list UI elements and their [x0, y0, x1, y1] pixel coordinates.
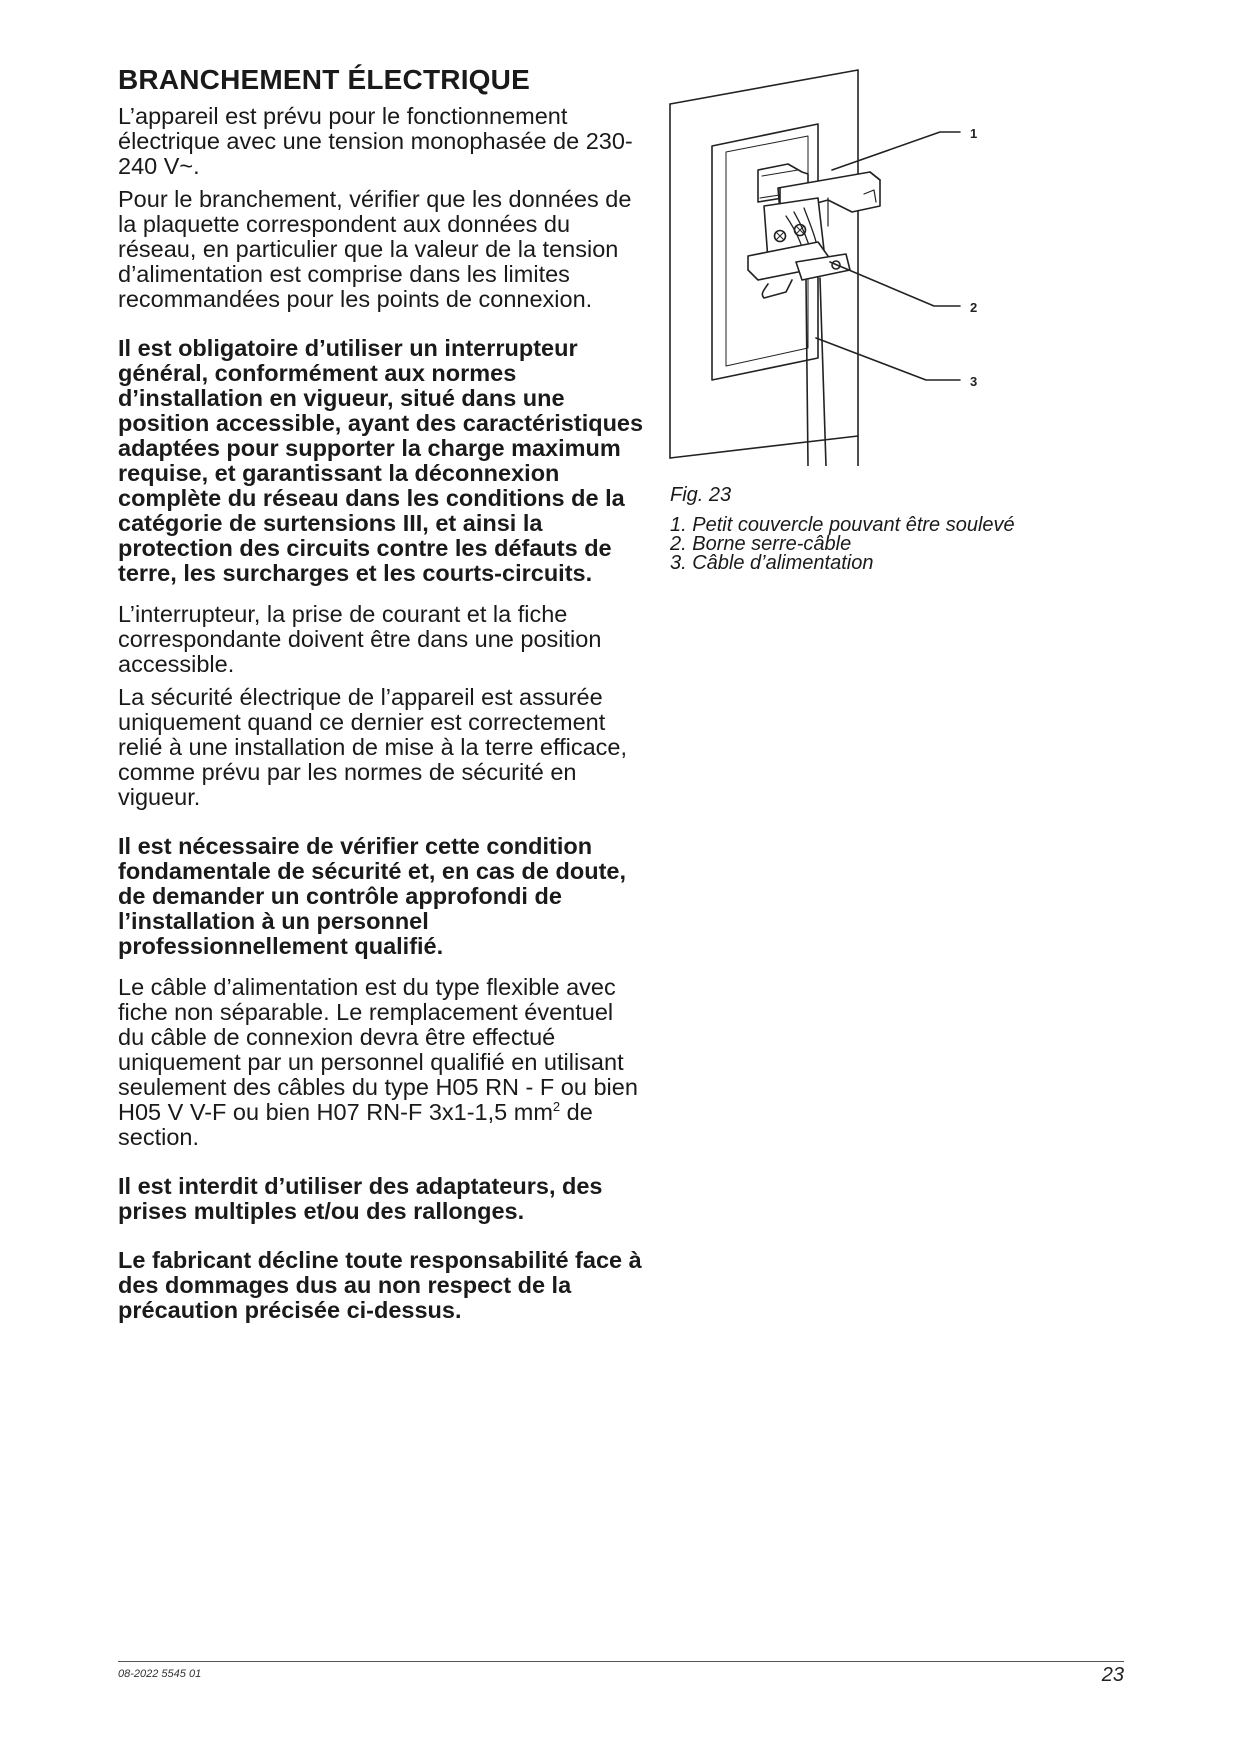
legend-item-3: 3. Câble d’alimentation — [670, 552, 874, 574]
callout-3: 3 — [970, 374, 978, 389]
paragraph-adapter-warning: Il est interdit d’utiliser des adaptateurs, des prises multiples et/ou des rallonges. — [118, 1173, 603, 1224]
figure-caption — [670, 484, 1090, 573]
callout-1: 1 — [970, 126, 978, 141]
legend-item-2: 2. Borne serre-câble — [670, 533, 852, 555]
main-text-column — [118, 62, 644, 1339]
section-heading: BRANCHEMENT ÉLECTRIQUE — [118, 64, 530, 95]
paragraph-rating-check: Pour le branchement, vérifier que les données de la plaquette correspondent aux données du réseau, en particulier que la valeur de la tension d’alimentation est comprise dans les limites recommandées pour les points de connexion. — [118, 186, 632, 312]
page-number: 23 — [1101, 1664, 1124, 1686]
paragraph-verification-warning: Il est nécessaire de vérifier cette condition fondamentale de sécurité et, en cas de doute, de demander un contrôle approfondi de l’installation à un personnel professionnellement qualifié. — [118, 833, 627, 959]
paragraph-main-switch-warning: Il est obligatoire d’utiliser un interrupteur général, conformément aux normes d’installation en vigueur, situé dans une position accessible, ayant des caractéristiques adaptées pour supporter la charge maximum requise, et garantissant la déconnexion complète du réseau dans les conditions de la catégorie de surtensions III, et ainsi la protection des circuits contre les défauts de terre, les surcharges et les courts-circuits. — [118, 335, 644, 586]
paragraph-accessibility: L’interrupteur, la prise de courant et la fiche correspondante doivent être dans une position accessible. — [118, 601, 602, 677]
cable-superscript: 2 — [552, 1099, 561, 1114]
callout-2: 2 — [970, 300, 978, 315]
paragraph-voltage: L’appareil est prévu pour le fonctionnement électrique avec une tension monophasée de 230-240 V~. — [118, 103, 633, 179]
document-code: 08-2022 5545 01 — [118, 1668, 202, 1680]
legend-item-1: 1. Petit couvercle pouvant être soulevé — [670, 514, 1015, 536]
cable-text: Le câble d’alimentation est du type flexible avec fiche non séparable. Le remplacement éventuel du câble de connexion devra être effectué uniquement par un personnel qualifié en utilisant seulement des câbles du type H05 RN - F ou bien H05 V V-F ou bien H07 RN-F 3x1-1,5 mm — [118, 974, 638, 1125]
figure-title: Fig. 23 — [670, 484, 732, 506]
terminal-block-illustration — [668, 66, 1028, 466]
paragraph-earthing: La sécurité électrique de l’appareil est assurée uniquement quand ce dernier est correctement relié à une installation de mise à la terre efficace, comme prévu par les normes de sécurité en vigueur. — [118, 684, 628, 810]
footer-divider — [118, 1661, 1124, 1662]
paragraph-liability: Le fabricant décline toute responsabilité face à des dommages dus au non respect de la précaution précisée ci-dessus. — [118, 1247, 642, 1323]
paragraph-cable-type — [118, 975, 644, 1150]
cable-suffix: de section. — [118, 1099, 593, 1150]
